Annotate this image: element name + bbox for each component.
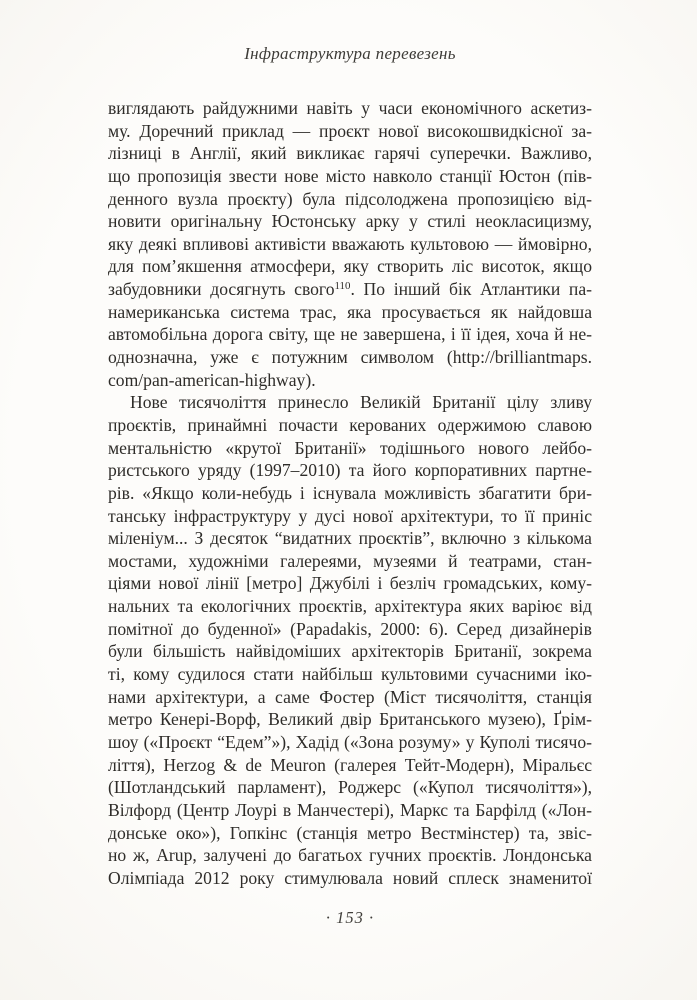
text-line: намериканська система трас, яка просувається як найдовша (108, 301, 592, 322)
footnote-reference: 110 (334, 280, 351, 293)
text-line: шоу («Проєкт “Едем”»), Хадід («Зона розуму» у Куполі тисячо- (108, 731, 592, 752)
text-line: автомобільна дорога світу, ще не завершена, і її ідея, хоча й не- (108, 324, 592, 345)
text-line: метро Кенері-Ворф, Великий двір Британського музею), Ґрім- (108, 709, 592, 730)
text-line: но ж, Arup, залучені до багатьох гучних проєктів. Лондонська (108, 845, 592, 866)
text-line: проєктів, принаймні почасти керованих одержимою славою (108, 414, 592, 435)
text-line: танську інфраструктуру у дусі нової архітектури, то її приніс (108, 505, 592, 526)
text-line: донське око»), Гопкінс (станція метро Вестмінстер) та, звіс- (108, 822, 592, 843)
text-line: помітної до буденної» (Papadakis, 2000: 6). Серед дизайнерів (108, 618, 592, 639)
page-number: · 153 · (325, 908, 375, 927)
text-line: рів. «Якщо коли-небудь і існувала можливість збагатити бри- (108, 482, 592, 503)
text-line: міленіум... З десяток “видатних проєктів”, включно з кількома (108, 528, 592, 549)
text-line: мостами, художніми галереями, музеями й театрами, стан- (108, 550, 592, 571)
text-line: ментальністю «крутої Британії» тодішнього нового лейбо- (108, 437, 592, 458)
text-line: виглядають райдужними навіть у часи економічного аскетиз- (108, 98, 592, 118)
text-line: ціями нової лінії [метро] Джубілі і безліч громадських, кому- (108, 573, 592, 594)
text-line: для пом’якшення атмосфери, яку створить ліс висоток, якщо (108, 256, 592, 277)
text-line: Вілфорд (Центр Лоурі в Манчестері), Маркс та Барфілд («Лон- (108, 799, 592, 820)
text-line: однозначна, уже є потужним символом (http://brilliantmaps. (108, 347, 592, 368)
text-line: нами архітектури, а саме Фостер (Міст тисячоліття, станція (108, 686, 592, 707)
text-line: яку деякі впливові активісти вважають культовою — ймовірно, (108, 233, 592, 254)
text-line: му. Доречний приклад — проєкт нової високошвидкісної за- (108, 120, 592, 141)
text-line: що пропозиція звести нове місто навколо станції Юстон (пів- (108, 165, 592, 186)
text-line: (Шотландський парламент), Роджерс («Купол тисячоліття»), (108, 777, 592, 798)
running-header: Інфраструктура перевезень (244, 44, 456, 63)
text-line: забудовники досягнуть свого$^{110}$. По інший бік Атлантики па- (108, 279, 592, 300)
text-line: com/pan-american-highway). (108, 369, 316, 390)
text-line: були більшість найвідоміших архітекторів Британії, зокрема (108, 641, 592, 662)
text-line: Нове тисячоліття принесло Великій Британії цілу зливу (130, 392, 592, 413)
text-line: ліття), Herzog & de Meuron (галерея Тейт-Модерн), Міральєс (108, 754, 592, 775)
text-line: ті, кому судилося стати найбільш культовими сучасними іко- (108, 664, 592, 685)
text-line: ристського уряду (1997–2010) та його корпоративних партне- (108, 460, 592, 481)
body-text (108, 97, 592, 889)
text-line: нальних та екологічних проєктів, архітектура яких варіює від (108, 596, 592, 617)
text-line: Олімпіада 2012 року стимулювала новий сплеск знаменитої (108, 867, 592, 888)
text-line: денного вузла проєкту) була підсолоджена пропозицією від- (108, 188, 592, 209)
text-line: лізниці в Англії, який викликає гарячі суперечки. Важливо, (108, 143, 592, 164)
text-line: новити оригінальну Юстонську арку у стилі неокласицизму, (108, 211, 592, 232)
